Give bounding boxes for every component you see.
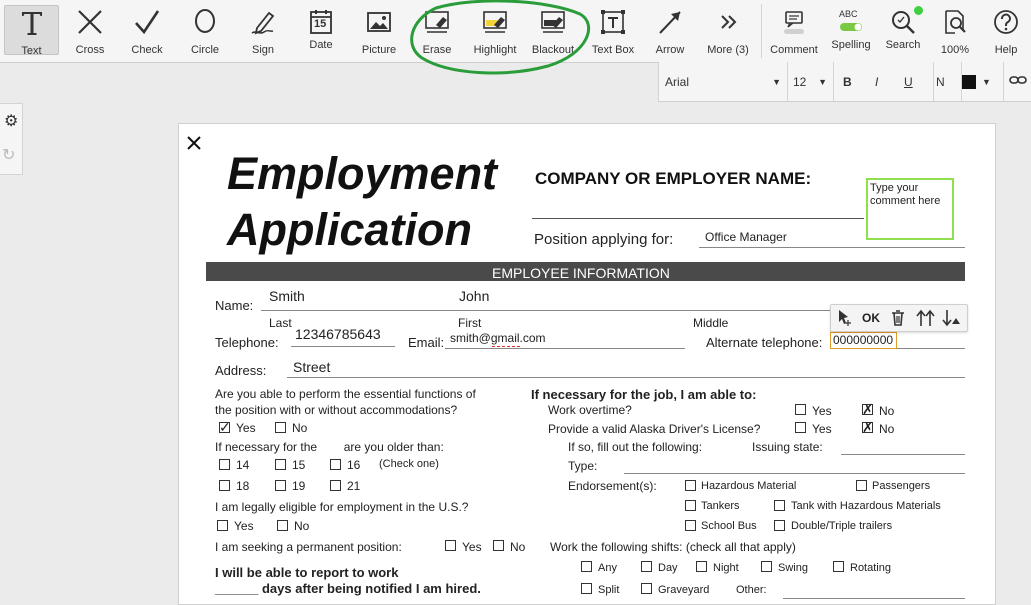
- q1-yes-checkbox[interactable]: [219, 419, 231, 435]
- able-header: If necessary for the job, I am able to:: [531, 387, 757, 402]
- bold-button[interactable]: B: [843, 74, 852, 89]
- age-14-checkbox[interactable]: [219, 459, 230, 470]
- shift-other-underline: [783, 598, 965, 599]
- address-underline: [287, 377, 965, 378]
- legal-question: I am legally eligible for employment in the U.S.?: [215, 500, 469, 514]
- q1-no-label: No: [292, 421, 308, 435]
- alt-phone-field[interactable]: 000000000: [830, 332, 897, 349]
- hazmat-checkbox[interactable]: [685, 480, 696, 491]
- cross-icon: [76, 8, 104, 41]
- spelling-toggle-icon: ABC: [837, 8, 865, 36]
- dropdown-arrow-icon: ▼: [772, 76, 781, 87]
- doc-title-line2: Application: [227, 204, 472, 255]
- help-icon: [992, 8, 1020, 41]
- dropdown-arrow-icon: ▼: [818, 76, 827, 87]
- picture-tool-button[interactable]: Picture: [352, 0, 406, 60]
- issuing-state-underline: [841, 454, 965, 455]
- permanent-question: I am seeking a permanent position:: [215, 540, 402, 554]
- email-field[interactable]: smith@gmail.com: [450, 331, 546, 345]
- text-icon: [18, 9, 46, 42]
- gear-icon[interactable]: ⚙: [4, 113, 19, 130]
- check-tool-button[interactable]: Check: [120, 0, 174, 60]
- email-underline: [445, 348, 685, 349]
- tankers-checkbox[interactable]: [685, 500, 696, 511]
- comment-button[interactable]: Comment: [766, 0, 822, 60]
- circle-icon: [191, 8, 219, 41]
- tank-haz-checkbox[interactable]: [774, 500, 785, 511]
- zoom-button[interactable]: 100%: [930, 0, 980, 60]
- sign-pen-icon: [249, 8, 277, 41]
- double-triple-checkbox[interactable]: [774, 520, 785, 531]
- shift-night-label: Night: [713, 562, 739, 574]
- calendar-icon: 15: [307, 8, 335, 36]
- shift-swing-checkbox[interactable]: [761, 561, 772, 572]
- shift-swing-label: Swing: [778, 562, 808, 574]
- email-label: Email:: [408, 335, 445, 350]
- link-button[interactable]: [1003, 62, 1028, 101]
- age-15-checkbox[interactable]: [275, 459, 286, 470]
- blackout-tool-button[interactable]: Blackout: [526, 0, 580, 60]
- age-21-checkbox[interactable]: [330, 480, 341, 491]
- type-label: Type:: [568, 459, 598, 473]
- last-name-field[interactable]: Smith: [269, 288, 305, 304]
- overtime-yes-checkbox[interactable]: [795, 404, 806, 415]
- perm-yes-checkbox[interactable]: [445, 540, 456, 551]
- highlight-tool-button[interactable]: Highlight: [468, 0, 522, 60]
- fill-out-label: If so, fill out the following:: [568, 440, 703, 454]
- passengers-checkbox[interactable]: [856, 480, 867, 491]
- license-question: Provide a valid Alaska Driver's License?: [548, 422, 761, 436]
- normal-button[interactable]: N: [933, 62, 948, 101]
- endorsements-label: Endorsement(s):: [568, 479, 657, 493]
- erase-tool-button[interactable]: Erase: [410, 0, 464, 60]
- address-field[interactable]: Street: [293, 359, 331, 375]
- age-15-label: 15: [292, 458, 306, 472]
- check-mark-icon: ✗: [862, 401, 874, 417]
- school-bus-checkbox[interactable]: [685, 520, 696, 531]
- ok-button[interactable]: OK: [862, 311, 880, 325]
- section-header: EMPLOYEE INFORMATION: [492, 265, 670, 281]
- license-no-checkbox[interactable]: [862, 419, 874, 435]
- overtime-question: Work overtime?: [548, 403, 632, 417]
- shift-graveyard-checkbox[interactable]: [641, 583, 652, 594]
- overtime-yes-label: Yes: [812, 404, 832, 418]
- type-underline: [624, 473, 965, 474]
- overtime-no-label: No: [879, 404, 895, 418]
- q1-no-checkbox[interactable]: [275, 422, 286, 433]
- annotation-ellipse: [408, 0, 594, 76]
- font-size-select[interactable]: 12 ▼: [793, 62, 834, 101]
- font-format-bar: [658, 62, 1031, 102]
- report-line2: ______ days after being notified I am hired.: [215, 581, 481, 596]
- doc-title-line1: Employment: [227, 148, 498, 199]
- alt-phone-label: Alternate telephone:: [706, 335, 823, 350]
- spelling-toggle[interactable]: ABC Spelling: [831, 9, 871, 51]
- textbox-tool-button[interactable]: Text Box: [584, 0, 642, 60]
- position-underline: [699, 247, 965, 248]
- spell-error-underline: [492, 345, 520, 347]
- shift-split-checkbox[interactable]: [581, 583, 592, 594]
- search-icon: [889, 8, 917, 36]
- italic-button[interactable]: I: [875, 74, 879, 89]
- shift-day-checkbox[interactable]: [641, 561, 652, 572]
- position-label: Position applying for:: [534, 231, 674, 248]
- side-panel: [0, 103, 23, 175]
- license-yes-checkbox[interactable]: [795, 422, 806, 433]
- company-label: COMPANY OR EMPLOYER NAME:: [535, 169, 812, 188]
- age-18-label: 18: [236, 479, 250, 493]
- last-label: Last: [269, 316, 292, 330]
- more-chevrons-icon: [714, 8, 742, 41]
- position-field[interactable]: Office Manager: [705, 230, 787, 244]
- underline-button[interactable]: U: [904, 74, 913, 89]
- legal-no-label: No: [294, 519, 310, 533]
- shift-night-checkbox[interactable]: [696, 561, 707, 572]
- close-icon[interactable]: [187, 136, 201, 155]
- age-18-checkbox[interactable]: [219, 480, 230, 491]
- age-21-label: 21: [347, 479, 361, 493]
- textbox-icon: [599, 8, 627, 41]
- age-14-label: 14: [236, 458, 250, 472]
- telephone-field[interactable]: 12346785643: [295, 326, 381, 342]
- check-one-note: (Check one): [379, 458, 439, 470]
- tank-haz-label: Tank with Hazardous Materials: [791, 500, 941, 512]
- middle-label: Middle: [693, 316, 729, 330]
- company-underline: [532, 218, 864, 219]
- shift-graveyard-label: Graveyard: [658, 584, 710, 596]
- date-tool-button[interactable]: 15 Date: [294, 0, 348, 60]
- picture-icon: [365, 8, 393, 41]
- q1-yes-label: Yes: [236, 421, 256, 435]
- issuing-state-label: Issuing state:: [752, 440, 823, 454]
- check-mark-icon: ✗: [862, 419, 874, 435]
- telephone-label: Telephone:: [215, 335, 279, 350]
- shifts-question: Work the following shifts: (check all that apply): [550, 540, 796, 554]
- comment-icon: [780, 8, 808, 41]
- help-button[interactable]: Help: [982, 0, 1030, 60]
- overtime-no-checkbox[interactable]: [862, 401, 874, 417]
- more-tools-button[interactable]: More (3): [700, 0, 756, 60]
- legal-no-checkbox[interactable]: [277, 520, 288, 531]
- font-family-select[interactable]: Arial ▼: [665, 62, 788, 101]
- text-tool-button[interactable]: Text: [4, 5, 59, 55]
- age-16-label: 16: [347, 458, 361, 472]
- arrow-tool-button[interactable]: Arrow: [642, 0, 698, 60]
- perm-no-checkbox[interactable]: [493, 540, 504, 551]
- dropdown-arrow-icon: ▼: [982, 76, 991, 87]
- name-label: Name:: [215, 298, 254, 313]
- perm-yes-label: Yes: [462, 540, 482, 554]
- bring-forward-icon[interactable]: [915, 308, 937, 333]
- age-question: If necessary for the are you older than:: [215, 440, 444, 454]
- shift-rotating-label: Rotating: [850, 562, 891, 574]
- shift-other-label: Other:: [736, 584, 767, 596]
- report-line1: I will be able to report to work: [215, 565, 399, 580]
- age-19-checkbox[interactable]: [275, 480, 286, 491]
- cross-tool-button[interactable]: Cross: [63, 0, 117, 60]
- move-icon[interactable]: [835, 308, 855, 333]
- alt-phone-underline: [897, 348, 965, 349]
- telephone-underline: [291, 346, 395, 347]
- color-picker[interactable]: [961, 62, 998, 101]
- hazmat-label: Hazardous Material: [701, 480, 797, 492]
- license-no-label: No: [879, 422, 895, 436]
- floating-edit-toolbar: [830, 304, 968, 332]
- shift-any-checkbox[interactable]: [581, 561, 592, 572]
- tankers-label: Tankers: [701, 500, 740, 512]
- first-name-field[interactable]: John: [459, 288, 490, 304]
- refresh-icon[interactable]: ↻: [2, 147, 16, 164]
- double-triple-label: Double/Triple trailers: [791, 520, 893, 532]
- main-toolbar: [0, 0, 1031, 63]
- link-icon: [1004, 73, 1028, 90]
- search-button[interactable]: Search: [878, 0, 928, 60]
- trash-icon[interactable]: [890, 309, 906, 332]
- color-swatch: [962, 75, 976, 89]
- zoom-icon: [941, 8, 969, 41]
- arrow-icon: [656, 8, 684, 41]
- shift-any-label: Any: [598, 562, 617, 574]
- legal-yes-label: Yes: [234, 519, 254, 533]
- status-dot: [914, 6, 923, 15]
- shift-split-label: Split: [598, 584, 620, 596]
- school-bus-label: School Bus: [701, 520, 757, 532]
- age-16-checkbox[interactable]: [330, 459, 341, 470]
- sign-tool-button[interactable]: Sign: [236, 0, 290, 60]
- circle-tool-button[interactable]: Circle: [178, 0, 232, 60]
- age-19-label: 19: [292, 479, 306, 493]
- comment-box[interactable]: Type your comment here: [866, 178, 954, 240]
- first-label: First: [458, 316, 482, 330]
- send-backward-icon[interactable]: [941, 308, 963, 333]
- check-icon: [133, 8, 161, 41]
- toolbar-divider: [761, 4, 762, 58]
- address-label: Address:: [215, 363, 267, 378]
- q1-text-line2: the position with or without accommodations?: [215, 403, 458, 417]
- legal-yes-checkbox[interactable]: [217, 520, 228, 531]
- passengers-label: Passengers: [872, 480, 931, 492]
- q1-text-line1: Are you able to perform the essential functions of: [215, 387, 476, 401]
- check-mark-icon: ✓: [219, 419, 231, 435]
- perm-no-label: No: [510, 540, 526, 554]
- license-yes-label: Yes: [812, 422, 832, 436]
- shift-day-label: Day: [658, 562, 678, 574]
- shift-rotating-checkbox[interactable]: [833, 561, 844, 572]
- document-page: [178, 123, 996, 605]
